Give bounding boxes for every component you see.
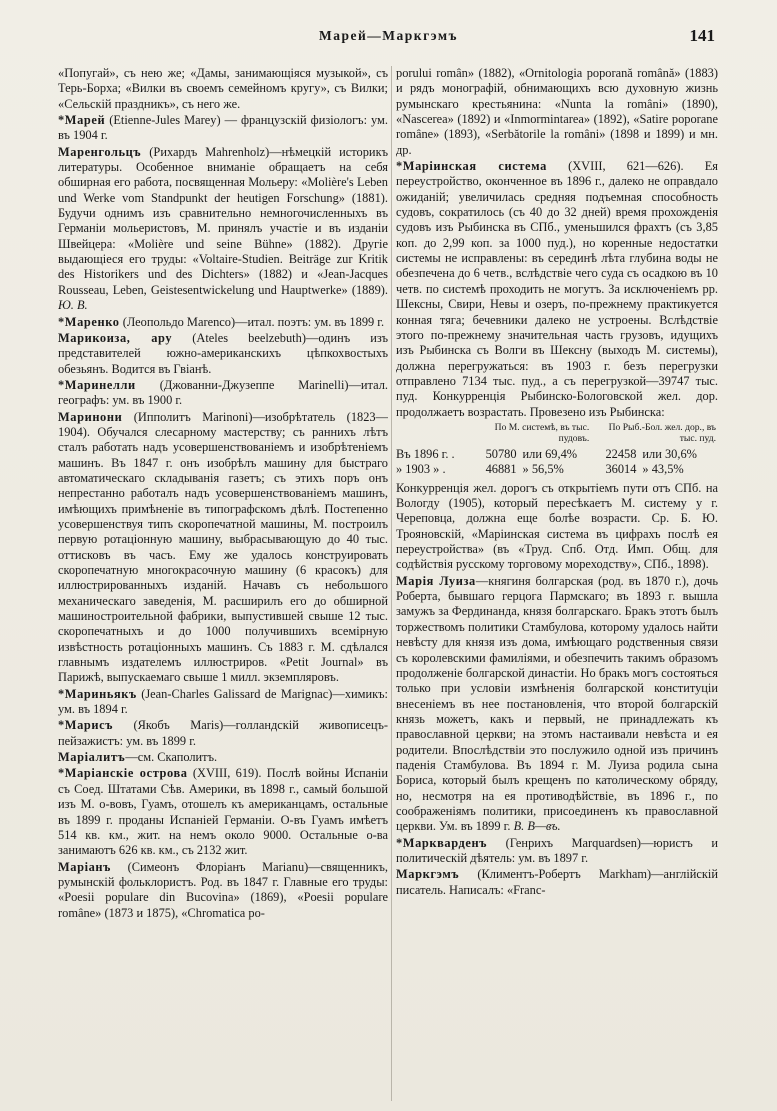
right-column [396,66,718,1106]
entry-text: (Ипполитъ Marinoni)—изобрѣтатель (1823—1904). Обучался слесарному мастерству; съ раннихъ лѣтъ сталъ работать надъ усовершенствованіемъ и изобрѣтеніемъ машинъ. Въ 1847 г. онъ изобрѣлъ машину для быстраго автоматическаго складыванія газетъ; съ этихъ поръ онъ непрестанно работалъ надъ усовершенствованіемъ машинъ, имѣющихъ примѣненіе въ типографскомъ дѣлѣ. Постепенно усовершенствуя типъ скоропечатной машины, М. построилъ первую ротаціонную машину, выбрасывающую до 40 тыс. оттисковъ въ часъ. Ему же удалось конструировать скоропечатную многокрасочную машину (6 красокъ) для иллюстрированныхъ изданій. Начавъ съ небольшого механическаго заведенія, М. расширилъ его до обширной машиностроительной фабрики, выпустившей свыше 12 тыс. скоропечатныхъ и до 1000 получившихъ всемірную извѣстность ротаціонныхъ машинъ. Съ 1883 г. М. сдѣлался главнымъ издателемъ иллюстриров. «Petit Journal» въ Парижѣ, выпускаемаго свыше 1 милл. экземпляровъ. [58,409,388,685]
dictionary-entry [58,315,388,330]
entry-headword: Маринони [58,409,123,424]
stats-value-railway: 22458 [605,446,637,461]
dictionary-entry [58,145,388,314]
entry-signature: В. В—въ. [513,819,561,834]
entry-text: (Рихардъ Mahrenholz)—нѣмецкій историкъ литературы. Особенное вниманіе обращаетъ на себя обширная его работа, посвященная Мольеру: «Molière's Leben und Werke vom Standpunkt der heutigen Forschung» (1881). Будучи однимъ изъ сравнительно немногочисленныхъ въ Германіи мольеристовъ, М. принялъ участіе и въ изданіи Швейцера: «Molière und seine Bühne» (1882). Другіе выдающіеся его труды: «Voltaire-Studien. Beiträge zur Kritik des Historikers und des Dichters» (1882) и «Jean-Jacques Rousseau, Leben, Geistesentwickelung und Hauptwerke» (1889). [58,144,388,297]
dictionary-entry [58,718,388,749]
dictionary-entry [58,766,388,858]
entry-text: (Леопольдо Marenco)—итал. поэтъ: ум. въ 1899 г. [119,314,385,329]
entry-headword: Маркгэмъ [396,867,460,882]
right-column-upper [396,66,718,420]
entry-headword: Марикоиза, ару [58,330,173,345]
stats-table-corner [396,422,476,447]
stats-table-header-row [396,422,718,447]
dictionary-entry [58,860,388,921]
dictionary-entry [58,687,388,718]
entry-text: —см. Скаполитъ. [125,750,218,765]
dictionary-entry [396,66,718,158]
page-number: 141 [689,26,715,45]
entry-headword: Маренгольцъ [58,144,142,159]
stats-table-body [396,447,718,478]
entry-text: porului român» (1882), «Ornitologia poporană română» (1883) и рядъ монографій, обнимающихъ всю духовную жизнь румынскаго крестьянина: «Nunta la români» (1890), «Nascerea» (1892) и «Inmormintarea» (1892), «Satire poporane române» (1893), «Serbătorile la români» (1898 и 1899) и мн. др. [396,66,718,157]
entry-text: (Симеонъ Флоріанъ Marianu)—священникъ, румынскій фольклористъ. Род. въ 1847 г. Главные его труды: «Poesii populare din Bucovina» (1869), «Poesii populare române» (1873 и 1875), «Chromatica po- [58,859,388,920]
dictionary-entry [58,410,388,686]
entry-text: (Jean-Charles Galissard de Marignac)—химикъ: ум. въ 1894 г. [58,686,388,717]
stats-row-label: Въ 1896 г. . [396,446,455,461]
entry-text: (Климентъ-Робертъ Markham)—англійскій писатель. Написалъ: «Franc- [396,867,718,897]
right-column-lower [396,481,718,898]
stats-value-system: 50780 [485,446,517,461]
entry-text: (XVIII, 619). Послѣ войны Испаніи съ Соед. Штатами Сѣв. Америки, въ 1898 г., самый большой изъ М. о-вовъ, Гуамъ, отошелъ къ американцамъ, остальные въ 1899 г. проданы Испаніей Германіи. О-въ Гуамъ имѣетъ 514 кв. км., жит. на немъ около 9000. Остальные о-ва занимаютъ 626 кв. км., съ 2132 жит. [58,766,388,858]
entry-signature: Ю. В. [58,298,88,313]
dictionary-entry [58,378,388,409]
stats-table-row [396,447,718,462]
entry-headword: *Марей [58,113,106,128]
entry-headword: *Маріанскіе острова [58,766,188,781]
dictionary-entry [396,867,718,898]
column-divider [391,66,392,1101]
entry-text: «Попугай», съ нею же; «Дамы, занимающіяся музыкой», съ Терь-Борха; «Вилки въ своемъ семейномъ кругу», съ Вилки; «Сельскій праздникъ», съ него же. [58,66,388,111]
dictionary-entry [396,574,718,835]
dictionary-entry [58,66,388,112]
entry-text: (Джованни-Джузеппе Marinelli)—итал. географъ: ум. въ 1900 г. [58,377,388,408]
dictionary-entry [58,113,388,144]
left-column [58,66,388,1106]
dictionary-entry [58,750,388,765]
entry-headword: Марія Луиза [396,573,476,588]
entry-text: (Генрихъ Marquardsen)—юристъ и политическій дѣятель: ум. въ 1897 г. [396,835,718,865]
entry-headword: Маріанъ [58,859,111,874]
entry-text: Конкурренція жел. дорогъ съ открытіемъ пути отъ СПб. на Вологду (1905), который пересѣкаетъ М. систему у г. Череповца, должна еще болѣе возрасти. Ср. Б. Ю. Трояновскій, «Маріинская система въ цифрахъ послѣ ея переустройства» (въ «Труд. Спб. Отд. Имп. Общ. для содѣйствія русскому торговому мореходству», СПб., 1898). [396,480,718,572]
stats-row-label: » 1903 » . [396,462,446,477]
dictionary-entry [396,159,718,420]
entry-headword: *Маринелли [58,377,136,392]
entry-text: —княгиня болгарская (род. въ 1870 г.), дочь Роберта, бывшаго герцога Пармскаго; въ 1893 г. вышла замужъ за Фердинанда, князя болгарскаго. Бракъ этотъ былъ торжествомъ политики Стамбулова, которому удалось найти невѣсту для князя изъ дома, имѣющаго родственныя связи съ королевскими фамиліями, и обезпечить такимъ образомъ продолженіе болгарской династіи. Но бракъ могъ состояться только при условіи измѣненія болгарской конституціи внесеніемъ въ нее постановленія, что второй болгарскій князь можетъ, какъ и первый, не принадлежать къ православной церкви; на этомъ настаивали невѣста и ея родители. Впослѣдствіи это послужило одной изъ причинъ паденія Стамбулова. Въ 1894 г. М. Луиза родила сына Бориса, который былъ крещенъ по католическому обряду, но, несмотря на ея противодѣйствіе, въ 1896 г., по соображеніямъ политики, присоединенъ къ православной церкви. Ум. въ 1899 г. [396,573,718,834]
stats-share-system: » 56,5% [522,462,564,477]
stats-table-row [396,462,718,477]
entry-text: (XVIII, 621—626). Ея переустройство, оконченное въ 1896 г., далеко не оправдало ожиданій; увеличилась средняя подъемная способность судовъ, сократилось (съ 40 до 32 дней) время прохожденія судовъ изъ Рыбинска въ СПб., уменьшился фрахтъ (съ 3,85 коп. до 2,99 коп. за 1000 пуд.), но коренные недостатки системы не исправлены: въ серединѣ лѣта глубина воды не обезпечена до 6 четв., вслѣдствіе чего суда съ осадкою въ 10 четв. по системѣ проходить не могутъ. За исключеніемъ рр. Шексны, Свири, Невы и озеръ, по-прежнему практикуется конная тяга; бечевники далеко не устроены. Вслѣдствіе этого по-прежнему значительная часть грузовъ, идущихъ изъ Рыбинска съ Волги въ Шексну (выходъ М. системы), должна перегружаться: въ 1903 г. безъ перегрузки отправлено 7134 тыс. пуд., а съ перегрузкой—39747 тыс. пуд. Конкурренція Рыбинско-Бологовской жел. дор. продолжаетъ возрастать. Провезено изъ Рыбинска: [396,159,718,419]
stats-share-railway: или 30,6% [642,446,697,461]
stats-col-header-system: По М. системѣ, въ тыс. пудовъ. [494,421,590,444]
stats-value-system: 46881 [485,462,517,477]
dictionary-entry [58,331,388,377]
stats-share-system: или 69,4% [522,446,578,461]
stats-value-railway: 36014 [605,462,637,477]
entry-headword: *Мариньякъ [58,686,137,701]
entry-headword: Маріалитъ [58,750,126,765]
entry-text: (Etienne-Jules Marey) — французскій физіологъ: ум. въ 1904 г. [58,113,388,143]
stats-col-header-railway: По Рыб.-Бол. жел. дор., въ тыс. пуд. [608,421,716,444]
entry-headword: *Маренко [58,314,120,329]
stats-share-railway: » 43,5% [642,462,684,477]
shipping-stats-table [396,422,718,478]
entry-headword: *Маріинская система [396,159,547,174]
dictionary-entry [396,836,718,867]
running-head: Марей—Маркгэмъ [319,28,458,43]
entry-headword: *Марисъ [58,718,114,733]
entry-headword: *Маркварденъ [396,835,488,850]
page-header [0,26,777,50]
entry-text: (Якобъ Maris)—голландскій живописецъ-пейзажистъ: ум. въ 1899 г. [58,718,388,748]
entry-text: (Ateles beelzebuth)—одинъ изъ представителей южно-американскихъ цѣпкохвостыхъ обезьянъ. Водится въ Гвіанѣ. [58,330,388,376]
dictionary-entry [396,481,718,573]
